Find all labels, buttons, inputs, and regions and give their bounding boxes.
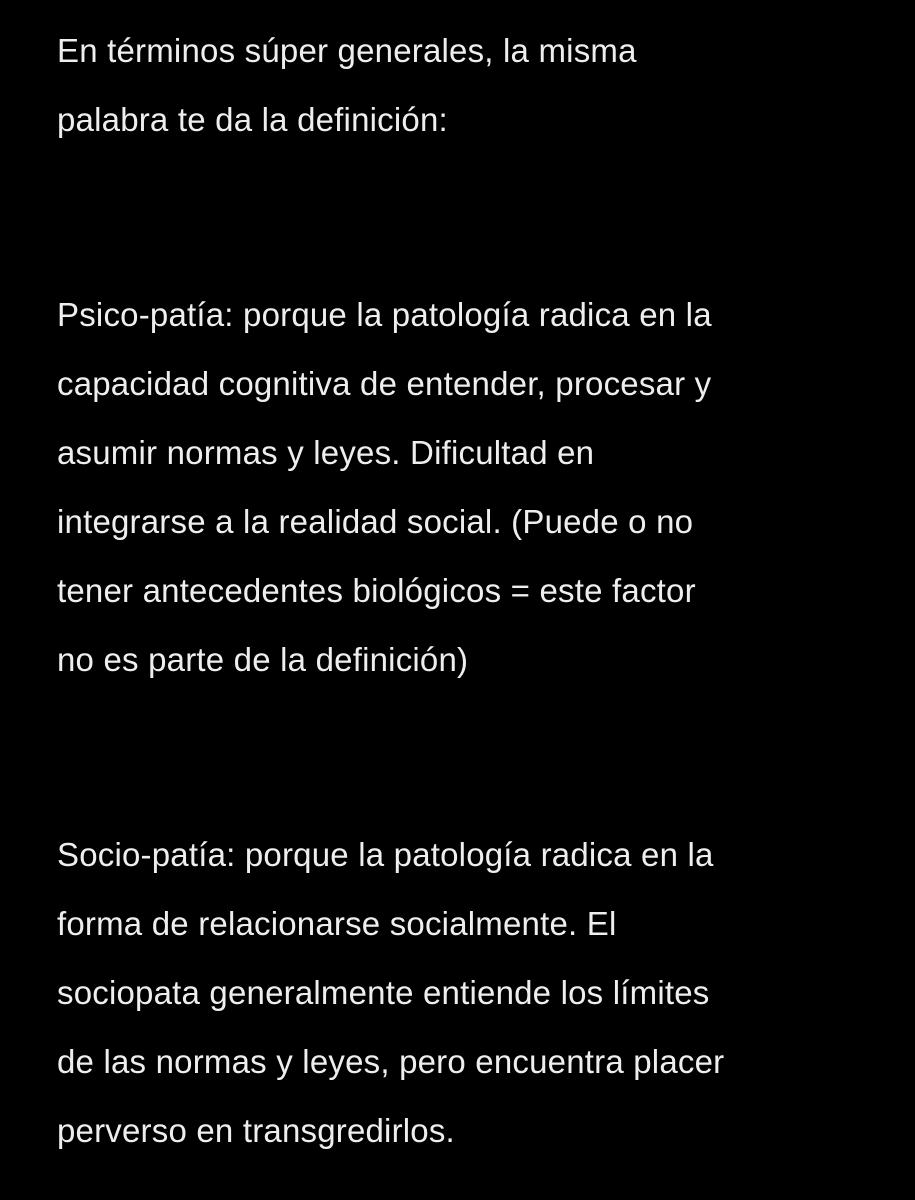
- text-line: forma de relacionarse socialmente. El: [57, 905, 617, 942]
- paragraph-spacer: [57, 694, 857, 820]
- document-body: [57, 16, 857, 1165]
- sociopatia-paragraph: [57, 820, 857, 1165]
- text-line: no es parte de la definición): [57, 641, 469, 678]
- psicopatia-paragraph: [57, 280, 857, 694]
- text-line: asumir normas y leyes. Dificultad en: [57, 434, 595, 471]
- text-line: tener antecedentes biológicos = este factor: [57, 572, 696, 609]
- text-line: Socio-patía: porque la patología radica en la: [57, 836, 714, 873]
- text-line: En términos súper generales, la misma: [57, 32, 637, 69]
- paragraph-spacer: [57, 154, 857, 280]
- text-line: palabra te da la definición:: [57, 101, 448, 138]
- text-line: sociopata generalmente entiende los límites: [57, 974, 710, 1011]
- text-line: capacidad cognitiva de entender, procesar y: [57, 365, 712, 402]
- text-line: perverso en transgredirlos.: [57, 1112, 455, 1149]
- intro-paragraph: [57, 16, 857, 154]
- text-line: Psico-patía: porque la patología radica en la: [57, 296, 712, 333]
- text-line: integrarse a la realidad social. (Puede o no: [57, 503, 694, 540]
- text-line: de las normas y leyes, pero encuentra placer: [57, 1043, 725, 1080]
